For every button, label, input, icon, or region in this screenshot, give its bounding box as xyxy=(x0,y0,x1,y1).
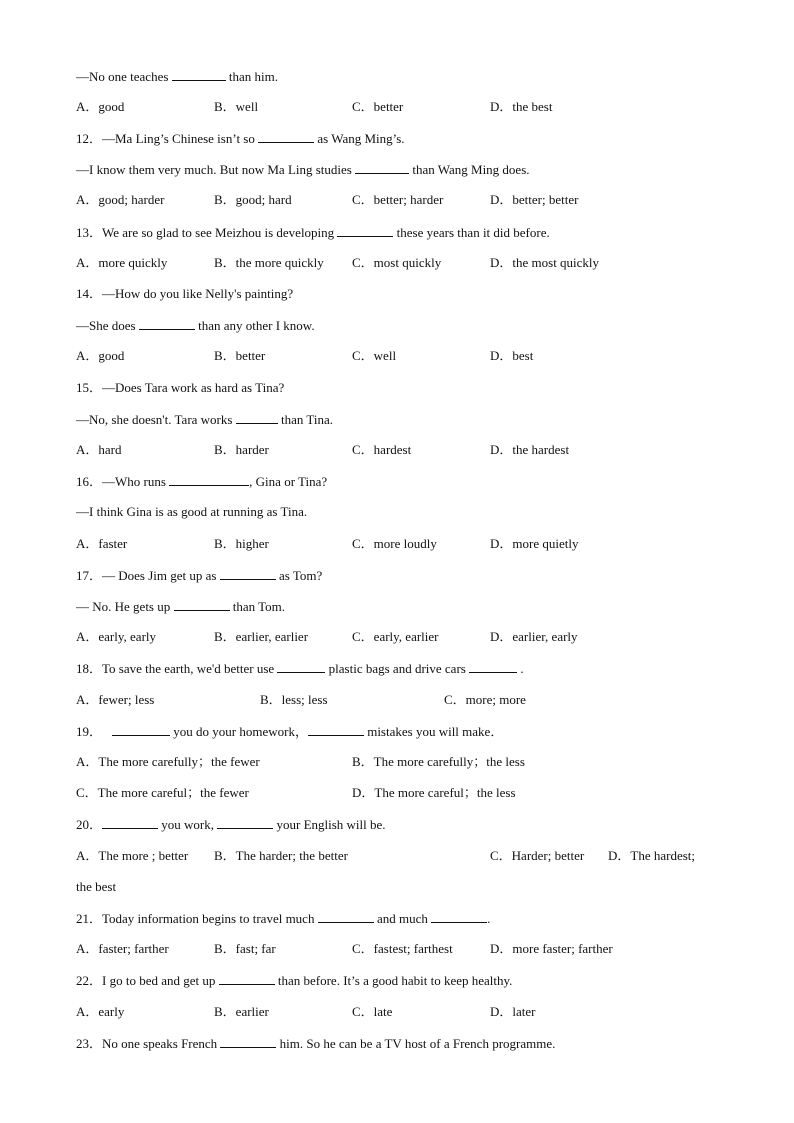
question-text: these years than it did before. xyxy=(393,225,550,240)
question-text: 18．To save the earth, we'd better use xyxy=(76,661,278,676)
answer-blank xyxy=(258,130,314,143)
option-d: D．better; better xyxy=(490,192,579,207)
option-a: A．early, early xyxy=(76,629,157,644)
question-text: your English will be. xyxy=(273,817,386,832)
option-d: D．more faster; farther xyxy=(490,941,613,956)
answer-blank xyxy=(102,816,158,829)
question-line xyxy=(76,317,315,334)
option-a: A．The more carefully；the fewer xyxy=(76,754,260,769)
option-d: D．more quietly xyxy=(490,536,579,551)
question-text: . xyxy=(517,661,524,676)
question-text: 13．We are so glad to see Meizhou is developing xyxy=(76,225,338,240)
option-a: A．faster xyxy=(76,536,128,551)
option-d: D．best xyxy=(490,348,534,363)
question-text: 22．I go to bed and get up xyxy=(76,973,219,988)
question-text: him. So he can be a TV host of a French programme. xyxy=(276,1036,556,1051)
question-line xyxy=(76,473,327,490)
answer-blank xyxy=(355,161,409,174)
answer-blank xyxy=(174,598,230,611)
option-b: B．The more carefully；the less xyxy=(352,754,525,769)
option-a: A．The more ; better xyxy=(76,848,189,863)
option-a: A．hard xyxy=(76,442,122,457)
option-d: D．the best xyxy=(490,99,553,114)
question-line xyxy=(76,411,333,428)
option-a: A．faster; farther xyxy=(76,941,169,956)
question-text: 19． xyxy=(76,724,103,739)
option-a: A．early xyxy=(76,1004,125,1019)
option-c: C．more; more xyxy=(444,692,526,707)
option-b: B．harder xyxy=(214,442,269,457)
question-line xyxy=(76,723,503,740)
option-c: C．late xyxy=(352,1004,393,1019)
question-text: 21．Today information begins to travel much xyxy=(76,911,318,926)
option-d: D．later xyxy=(490,1004,536,1019)
question-line: —I think Gina is as good at running as Tina. xyxy=(76,504,308,519)
question-text: and much xyxy=(373,911,432,926)
answer-blank xyxy=(431,910,487,923)
answer-blank xyxy=(217,816,273,829)
question-text: —I know them very much. But now Ma Ling studies xyxy=(76,162,356,177)
option-b: B．good; hard xyxy=(214,192,292,207)
option-d: D．The more careful；the less xyxy=(352,785,516,800)
answer-blank xyxy=(112,723,170,736)
answer-blank xyxy=(308,723,364,736)
option-c: C．better xyxy=(352,99,404,114)
question-text: 12．—Ma Ling’s Chinese isn’t so xyxy=(76,131,259,146)
answer-blank xyxy=(236,411,278,424)
option-a: A．more quickly xyxy=(76,255,168,270)
question-text: you do your homework， xyxy=(170,724,308,739)
answer-blank xyxy=(219,972,275,985)
answer-blank xyxy=(139,317,195,330)
option-c: C．better; harder xyxy=(352,192,444,207)
question-text: , Gina or Tina? xyxy=(249,474,328,489)
question-line xyxy=(76,224,550,241)
option-b: B．the more quickly xyxy=(214,255,324,270)
question-text: 17．— Does Jim get up as xyxy=(76,568,220,583)
option-b: B．earlier, earlier xyxy=(214,629,309,644)
question-line xyxy=(76,1035,555,1052)
option-c: C．most quickly xyxy=(352,255,442,270)
question-line xyxy=(76,660,524,677)
option-b: B．better xyxy=(214,348,266,363)
option-b: B．The harder; the better xyxy=(214,848,348,863)
answer-blank xyxy=(172,68,226,81)
option-c: C．Harder; better xyxy=(490,848,585,863)
question-text: plastic bags and drive cars xyxy=(325,661,470,676)
answer-blank xyxy=(337,224,393,237)
question-text: than any other I know. xyxy=(194,318,315,333)
option-c: C．The more careful；the fewer xyxy=(76,785,249,800)
question-line xyxy=(76,130,405,147)
question-text: mistakes you will make． xyxy=(363,724,504,739)
option-c: C．hardest xyxy=(352,442,412,457)
question-text: as Wang Ming’s. xyxy=(314,131,405,146)
question-text: than Tom. xyxy=(229,599,286,614)
question-line xyxy=(76,567,322,584)
question-text: . xyxy=(487,911,491,926)
question-text: than before. It’s a good habit to keep healthy. xyxy=(274,973,513,988)
option-c: C．early, earlier xyxy=(352,629,439,644)
answer-blank xyxy=(220,567,276,580)
question-text: — No. He gets up xyxy=(76,599,174,614)
option-b: B．higher xyxy=(214,536,269,551)
option-c: C．fastest; farthest xyxy=(352,941,453,956)
option-a: A．good xyxy=(76,348,125,363)
answer-blank xyxy=(318,910,374,923)
option-b: B．less; less xyxy=(260,692,328,707)
question-text: than Wang Ming does. xyxy=(409,162,530,177)
question-text: than him. xyxy=(225,69,279,84)
option-b: B．fast; far xyxy=(214,941,276,956)
question-text: as Tom? xyxy=(275,568,323,583)
option-d: D．the hardest xyxy=(490,442,570,457)
option-a: A．fewer; less xyxy=(76,692,155,707)
question-text: you work, xyxy=(158,817,218,832)
question-text: —No, she doesn't. Tara works xyxy=(76,412,236,427)
question-text: 16．—Who runs xyxy=(76,474,170,489)
question-line xyxy=(76,161,530,178)
question-text: 23．No one speaks French xyxy=(76,1036,221,1051)
option-b: B．earlier xyxy=(214,1004,269,1019)
option-a: A．good; harder xyxy=(76,192,165,207)
question-line: 15．—Does Tara work as hard as Tina? xyxy=(76,380,285,395)
option-c: C．well xyxy=(352,348,397,363)
option-d: D．The hardest; xyxy=(608,848,696,863)
question-line xyxy=(76,910,490,927)
question-text: —No one teaches xyxy=(76,69,172,84)
option-b: B．well xyxy=(214,99,259,114)
question-line xyxy=(76,972,512,989)
question-text: 20． xyxy=(76,817,103,832)
answer-blank xyxy=(277,660,325,673)
question-text: —She does xyxy=(76,318,139,333)
question-line xyxy=(76,598,285,615)
option-a: A．good xyxy=(76,99,125,114)
option-d-continued: the best xyxy=(76,879,117,894)
option-d: D．the most quickly xyxy=(490,255,600,270)
answer-blank xyxy=(469,660,517,673)
answer-blank xyxy=(169,473,249,486)
option-c: C．more loudly xyxy=(352,536,437,551)
answer-blank xyxy=(220,1035,276,1048)
question-line xyxy=(76,816,386,833)
question-line: 14．—How do you like Nelly's painting? xyxy=(76,286,294,301)
question-text: than Tina. xyxy=(277,412,333,427)
option-d: D．earlier, early xyxy=(490,629,578,644)
question-line xyxy=(76,68,278,85)
